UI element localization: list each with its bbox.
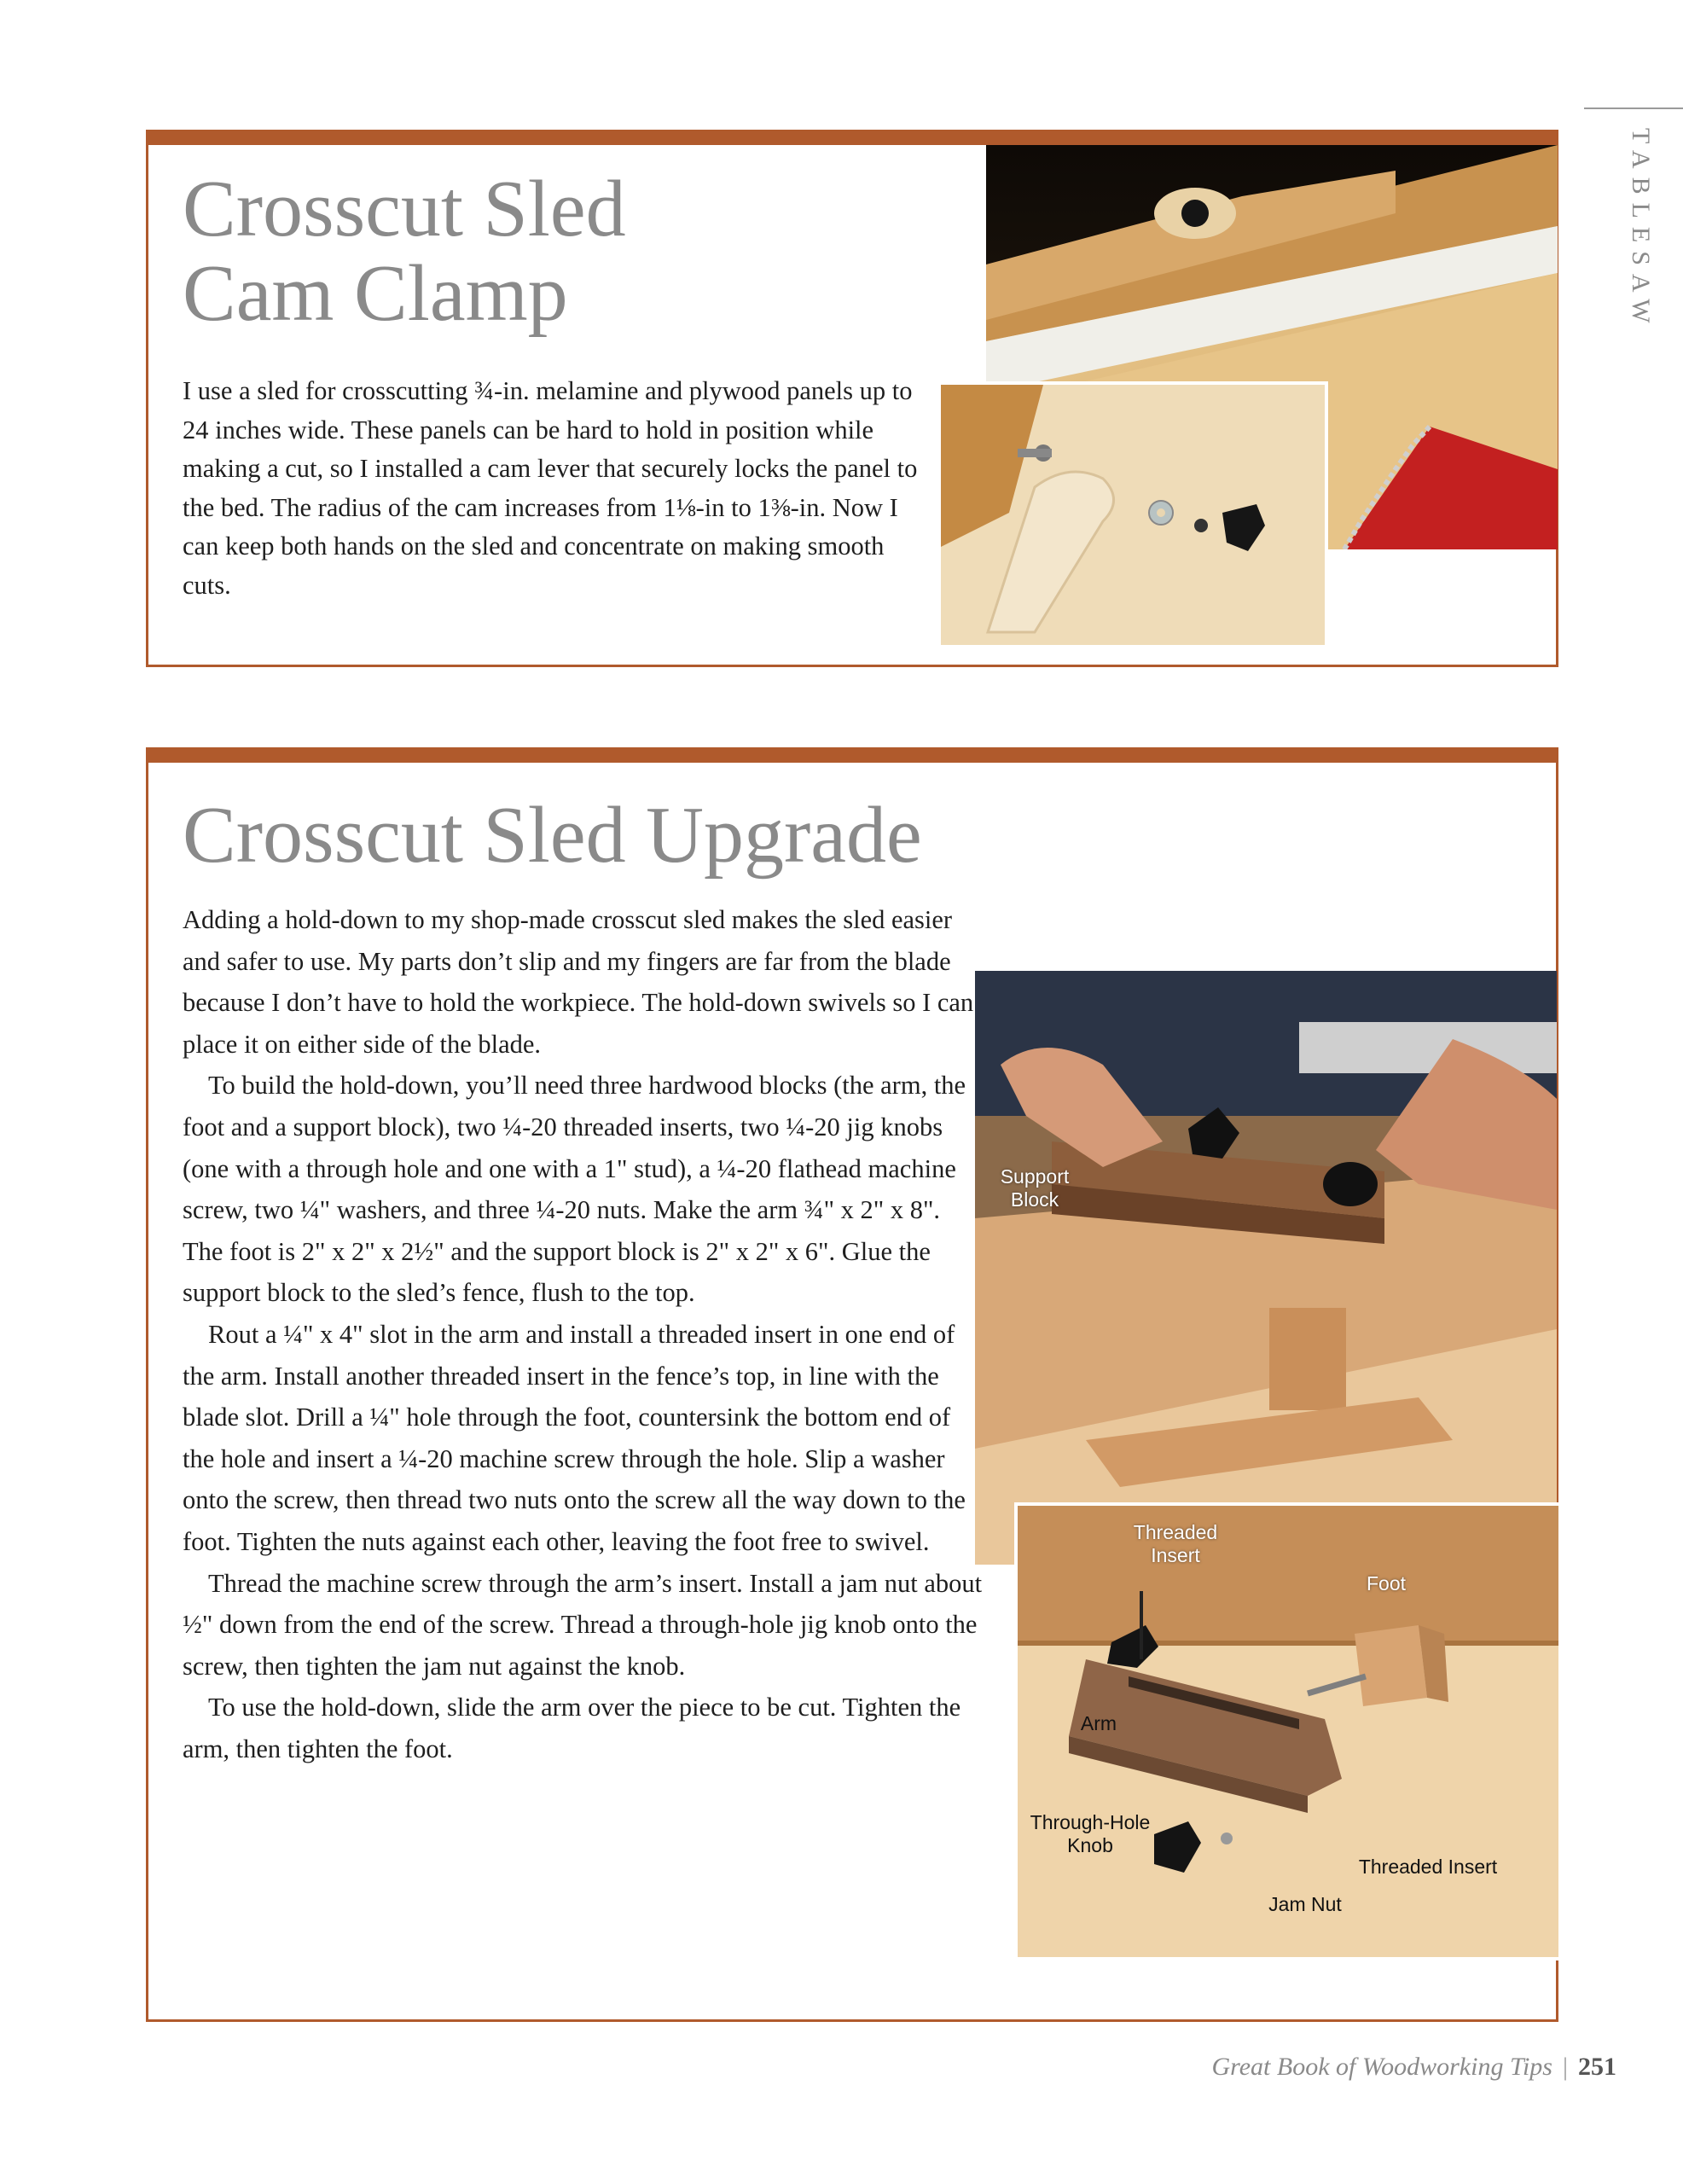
sled-upgrade-paragraph: Thread the machine screw through the arm’s insert. Install a jam nut about ½" down from the end of the screw. Thread a through-hole jig knob onto the screw, then tighten the jam nut against the knob. xyxy=(183,1568,983,1681)
through-hole-knob-callout: Through-Hole Knob xyxy=(1030,1811,1151,1856)
foot-callout: Foot xyxy=(1366,1572,1407,1594)
jam-nut-callout: Jam Nut xyxy=(1268,1893,1342,1915)
book-title: Great Book of Woodworking Tips xyxy=(1211,2053,1552,2081)
cam-parts-detail-photo xyxy=(937,381,1328,648)
cam-clamp-panel xyxy=(146,130,1558,667)
footer-separator: | xyxy=(1562,2053,1568,2081)
sled-upgrade-panel xyxy=(146,747,1558,2022)
holddown-in-use-photo xyxy=(975,971,1557,1565)
cam-clamp-title: Crosscut Sled Cam Clamp xyxy=(183,165,626,338)
arm-callout: Arm xyxy=(1080,1712,1117,1734)
page-number: 251 xyxy=(1578,2053,1616,2081)
sled-upgrade-paragraph: Rout a ¼" x 4" slot in the arm and install a threaded insert in one end of the arm. Install another threaded insert in the fence’s top, in line with the blade slot. Drill a ¼" hole through the foot, countersink the bottom end of the hole and insert a ¼-20 machine screw through the hole. Slip a washer onto the screw, then thread two nuts onto the screw all the way down to the foot. Tighten the nuts against each other, leaving the foot free to swivel. xyxy=(183,1319,966,1556)
sled-upgrade-title: Crosscut Sled Upgrade xyxy=(183,791,922,880)
side-tab-rule xyxy=(1584,107,1683,109)
sled-upgrade-paragraph: Adding a hold-down to my shop-made crosscut sled makes the sled easier and safer to use. My parts don’t slip and my fingers are far from the blade because I don’t have to hold the workpiece. The hold-down swivels so I can place it on either side of the blade. xyxy=(183,905,974,1059)
support-block-callout: Support Block xyxy=(1000,1165,1070,1211)
sled-upgrade-paragraph: To use the hold-down, slide the arm over the piece to be cut. Tighten the arm, then tighten the foot. xyxy=(183,1693,961,1763)
page-footer xyxy=(1212,2053,1616,2082)
side-tab-label: TABLESAW xyxy=(1627,128,1655,332)
cam-clamp-body: I use a sled for crosscutting ¾-in. melamine and plywood panels up to 24 inches wide. These panels can be hard to hold in position while making a cut, so I installed a cam lever that securely locks the panel to the bed. The radius of the cam increases from 1⅛-in to 1⅜-in. Now I can keep both hands on the sled and concentrate on making smooth cuts. xyxy=(183,376,918,600)
threaded-insert-callout: Threaded Insert xyxy=(1358,1856,1498,1878)
holddown-parts-photo xyxy=(1014,1502,1562,1960)
threaded-insert-top-callout: Threaded Insert xyxy=(1133,1521,1218,1566)
sled-upgrade-body xyxy=(183,899,984,1769)
sled-upgrade-paragraph: To build the hold-down, you’ll need three hardwood blocks (the arm, the foot and a support block), two ¼-20 threaded inserts, two ¼-20 jig knobs (one with a through hole and one with a 1" stud), a ¼-20 flathead machine screw, two ¼" washers, and three ¼-20 nuts. Make the arm ¾" x 2" x 8". The foot is 2" x 2" x 2½" and the support block is 2" x 2" x 6". Glue the support block to the sled’s fence, flush to the top. xyxy=(183,1071,966,1308)
